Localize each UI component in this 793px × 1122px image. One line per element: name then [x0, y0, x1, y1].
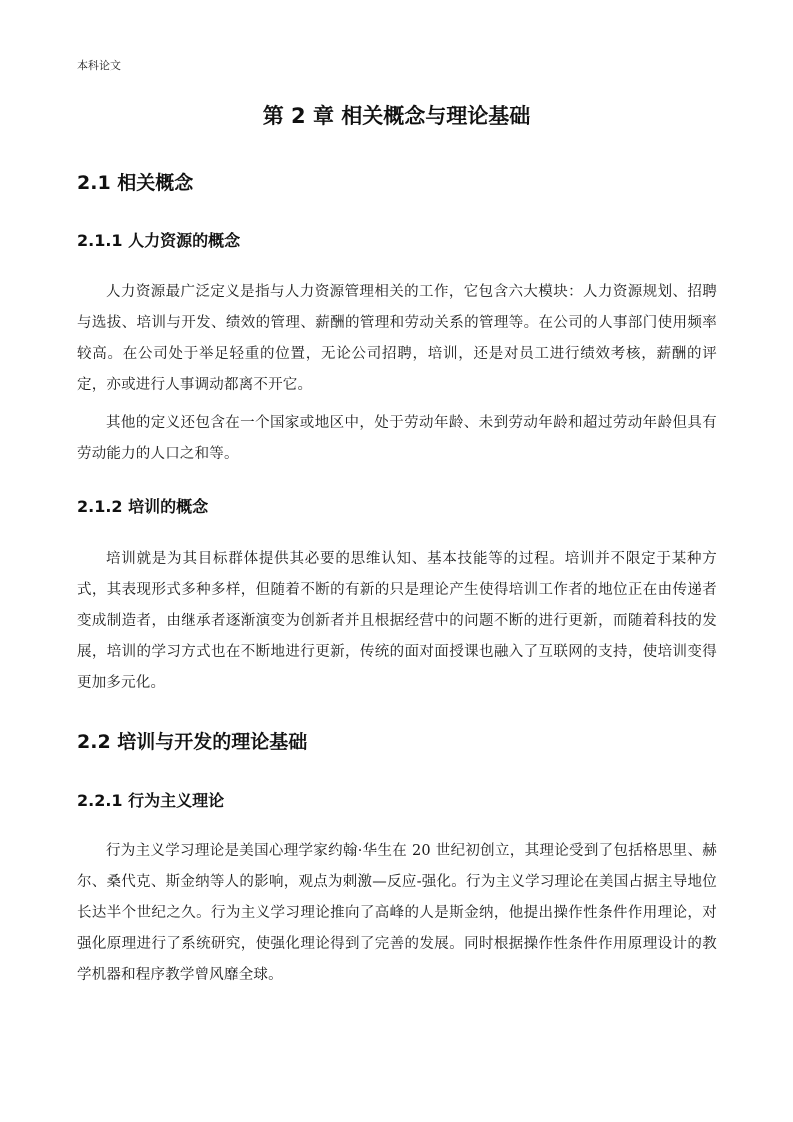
subsection-heading-2-1-1: 2.1.1 人力资源的概念	[77, 231, 241, 250]
paragraph-hr-definition: 人力资源最广泛定义是指与人力资源管理相关的工作，它包含六大模块：人力资源规划、招聘与选拔、培训与开发、绩效的管理、薪酬的管理和劳动关系的管理等。在公司的人事部门使用频率较高。在公司处于举足轻重的位置，无论公司招聘，培训，还是对员工进行绩效考核，薪酬的评定，亦或进行人事调动都离不开它。	[77, 284, 717, 393]
subsection-heading-2-2-1: 2.2.1 行为主义理论	[77, 791, 225, 810]
header-rule	[77, 76, 716, 77]
paragraph-behaviorism-theory: 行为主义学习理论是美国心理学家约翰·华生在 20 世纪初创立，其理论受到了包括格思里、赫尔、桑代克、斯金纳等人的影响，观点为刺激—反应-强化。行为主义学习理论在美国占据主导地位长达半个世纪之久。行为主义学习理论推向了高峰的人是斯金纳，他提出操作性条件作用理论，对强化原理进行了系统研究，使强化理论得到了完善的发展。同时根据操作性条件作用原理设计的教学机器和程序教学曾风靡全球。	[77, 843, 717, 983]
chapter-title: 第 2 章 相关概念与理论基础	[262, 104, 531, 128]
running-header: 本科论文	[77, 59, 121, 72]
section-heading-2-1: 2.1 相关概念	[77, 172, 194, 194]
paragraph-training-definition: 培训就是为其目标群体提供其必要的思维认知、基本技能等的过程。培训并不限定于某种方式，其表现形式多种多样，但随着不断的有新的只是理论产生使得培训工作者的地位正在由传递者变成制造者，由继承者逐渐演变为创新者并且根据经营中的问题不断的进行更新，而随着科技的发展，培训的学习方式也在不断地进行更新，传统的面对面授课也融入了互联网的支持，使培训变得更加多元化。	[77, 551, 717, 691]
subsection-heading-2-1-2: 2.1.2 培训的概念	[77, 497, 209, 516]
paragraph-hr-other-definition: 其他的定义还包含在一个国家或地区中，处于劳动年龄、未到劳动年龄和超过劳动年龄但具有劳动能力的人口之和等。	[77, 415, 717, 462]
section-heading-2-2: 2.2 培训与开发的理论基础	[77, 731, 308, 753]
